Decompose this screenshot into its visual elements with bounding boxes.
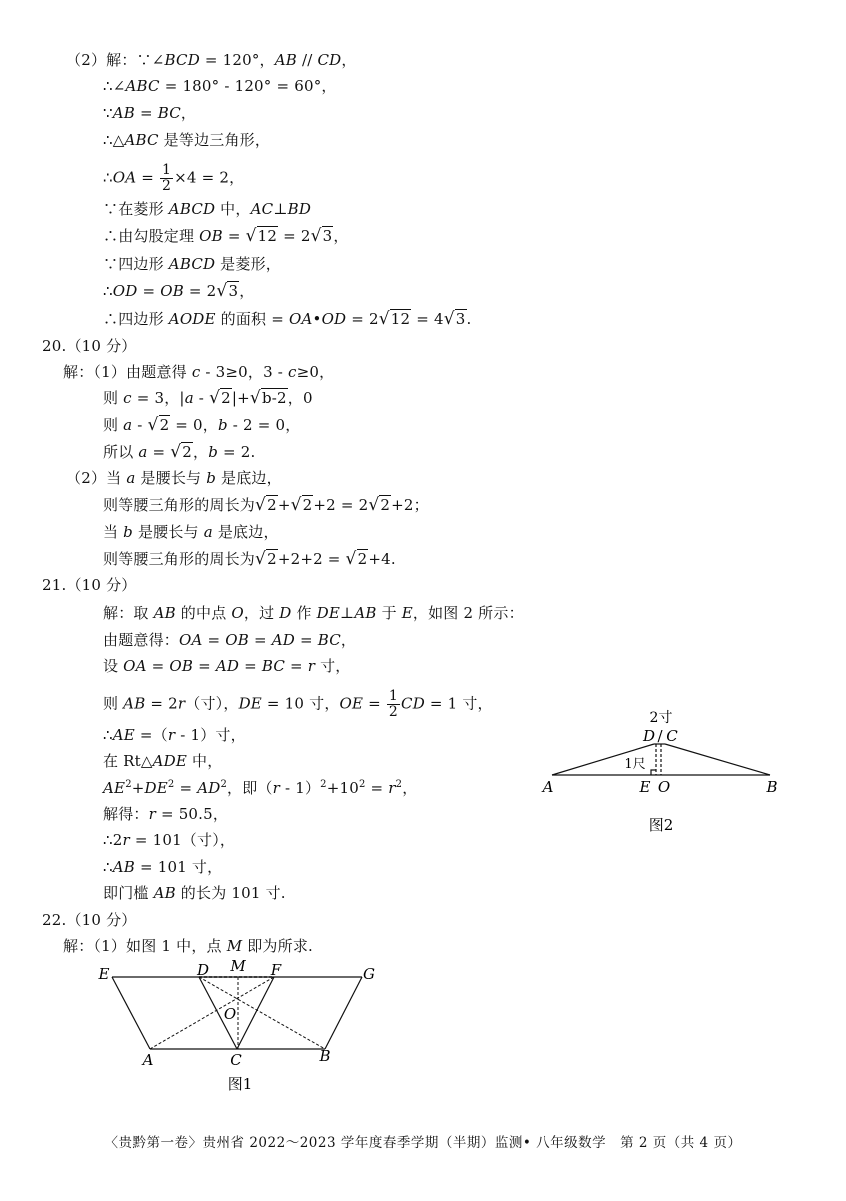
sqrt: √2 [255, 495, 277, 515]
t: AC [250, 200, 274, 218]
t: a [126, 469, 136, 487]
t: = [147, 443, 171, 461]
t: 是底边， [216, 469, 282, 487]
t: ∵ [103, 104, 113, 122]
t: ABC [124, 131, 159, 149]
t: = [365, 779, 389, 797]
radicand: 2 [357, 550, 368, 568]
t: 是腰长与 [132, 523, 204, 541]
t: 解：（1）由题意得 [63, 363, 192, 381]
t: 寸， [315, 657, 351, 675]
t: b [206, 469, 217, 487]
q20-line-3 [103, 415, 300, 435]
t: DE [316, 604, 341, 622]
t: = 101 寸， [135, 858, 223, 876]
sqrt: √2 [209, 388, 231, 408]
t: BD [287, 200, 312, 218]
t: ∴四边形 [103, 310, 169, 328]
t: 由题意得： [103, 631, 180, 649]
radicand: 12 [257, 227, 278, 245]
t: OB [199, 227, 223, 245]
t: OA [288, 310, 313, 328]
t: = 2. [218, 443, 256, 461]
sqrt: √12 [245, 226, 278, 246]
t: = 3，| [131, 389, 185, 407]
t: |+ [231, 389, 250, 407]
q20-line-2 [103, 388, 313, 408]
t: AB [123, 694, 146, 713]
t: r [307, 657, 316, 675]
t: a [123, 416, 133, 434]
t: ∴2 [103, 831, 123, 849]
radicand: 2 [159, 416, 170, 434]
t: = 4 [411, 310, 444, 328]
q21-line-11 [103, 883, 286, 903]
q21-line-4 [103, 689, 493, 720]
t: = [294, 631, 318, 649]
page-footer: 〈贵黔第一卷〉贵州省 2022～2023 学年度春季学期（半期）监测• 八年级数学 第 2 页（共 4 页） [104, 1135, 742, 1151]
q21-line-7 [103, 778, 417, 798]
t: OD [321, 310, 347, 328]
q21-line-8 [103, 804, 228, 824]
t: r [167, 726, 176, 744]
q22-heading: 22.（10 分） [42, 911, 137, 929]
t: - 1）寸， [175, 726, 246, 744]
t: ABCD [168, 255, 216, 273]
t: （2）当 [66, 469, 127, 487]
q20-heading: 20.（10 分） [42, 337, 137, 355]
radicand: 3 [322, 227, 333, 245]
t: AB [112, 858, 136, 876]
t: ，如图 2 所示： [412, 604, 524, 622]
denominator: 2 [162, 178, 172, 194]
t: DE [238, 694, 262, 713]
t: ， [239, 282, 255, 300]
t: • [312, 310, 322, 328]
radicand: b-2 [261, 389, 287, 407]
fig1-label-G: G [363, 965, 375, 983]
fig2-label-E: E [639, 778, 651, 796]
numerator: 1 [162, 162, 172, 178]
t: = [136, 168, 159, 187]
fig2-label-1chi: 1尺 [624, 757, 646, 772]
q19-line-10 [103, 309, 472, 329]
t: = 10 寸， [261, 694, 340, 713]
t: （寸）， [185, 694, 239, 713]
t: 2 [320, 779, 327, 790]
radicand: 3 [228, 282, 239, 300]
fig2-line-CB [665, 744, 770, 775]
t: AB [112, 104, 136, 122]
t: AODE [168, 310, 216, 328]
t: 2 [395, 779, 403, 790]
t: = [363, 694, 386, 713]
t: = 0， [170, 416, 218, 434]
t: = [135, 104, 158, 122]
fig2-label-slash: / [657, 727, 663, 745]
sqrt: √12 [378, 309, 411, 329]
q20-line-8 [103, 549, 396, 569]
t: r [148, 805, 156, 823]
t: = [222, 227, 246, 245]
t: AD [215, 657, 240, 675]
t: AB [153, 604, 176, 622]
figure-1 [90, 955, 390, 1100]
sqrt: √3 [310, 226, 333, 246]
t: ， [333, 227, 349, 245]
t: = 2 [278, 227, 311, 245]
sqrt: √2 [170, 442, 193, 462]
t: O [231, 604, 244, 622]
fig1-label-F: F [270, 961, 282, 979]
q19-line-3 [103, 103, 196, 123]
t: // [297, 51, 318, 69]
t: AD [197, 779, 221, 797]
t: 则 [103, 389, 124, 407]
fig1-label-D: D [196, 961, 210, 979]
fig1-line-EA [112, 977, 150, 1049]
t: D [279, 604, 292, 622]
t: 2 [167, 779, 175, 790]
t: c [288, 363, 297, 381]
fig1-label-E: E [98, 965, 110, 983]
t: 在 Rt△ [103, 752, 153, 770]
t: = [146, 657, 170, 675]
q19-line-4 [103, 130, 270, 150]
t: BC [317, 631, 341, 649]
q19-line-9 [103, 281, 254, 301]
t: - 2 = 0， [227, 416, 301, 434]
t: 即为所求. [242, 937, 314, 955]
q21-line-2 [103, 630, 356, 650]
t: b [123, 523, 133, 541]
t: E [401, 604, 413, 622]
t: 设 [103, 657, 124, 675]
t: 作 [291, 604, 317, 622]
t: AB [153, 884, 176, 902]
t: = [174, 779, 198, 797]
q19-line-2 [103, 76, 337, 96]
t: ，过 [243, 604, 280, 622]
t: +2； [391, 496, 429, 514]
t: 是底边， [212, 523, 279, 541]
t: CD [317, 51, 342, 69]
fig2-right-angle-mark [651, 770, 656, 775]
denominator: 2 [388, 704, 399, 720]
t: 中， [215, 200, 251, 218]
t: +10 [326, 779, 359, 797]
t: = 120°， [199, 51, 275, 69]
t: +4. [368, 550, 396, 568]
radicand: 2 [221, 389, 231, 407]
t: - [132, 416, 148, 434]
q21-line-1 [103, 603, 524, 623]
t: OA [112, 168, 137, 187]
t: OA [123, 657, 147, 675]
t: 于 [376, 604, 402, 622]
t: AD [271, 631, 295, 649]
t: ≥0， [296, 363, 335, 381]
t: M [226, 937, 243, 955]
q21-line-5 [103, 725, 246, 745]
t: ∴ [103, 168, 113, 187]
t: b [208, 443, 219, 461]
t: ⊥ [340, 604, 355, 622]
t: ∴ [103, 282, 113, 300]
t: 解得： [103, 805, 149, 823]
q20-line-6 [103, 495, 429, 515]
t: = 180° - 120° = 60°， [159, 77, 337, 95]
t: 则 [103, 416, 124, 434]
t: 当 [103, 523, 124, 541]
t: = [202, 631, 226, 649]
t: r [272, 779, 281, 797]
fig2-label-C: C [666, 727, 678, 745]
t: AE [103, 779, 126, 797]
radicand: 12 [390, 310, 411, 328]
fraction [387, 689, 400, 720]
t: 所以 [103, 443, 139, 461]
t: = 2 [346, 310, 379, 328]
t: 则等腰三角形的周长为 [103, 496, 256, 514]
t: r [177, 694, 186, 713]
fraction [160, 163, 173, 194]
numerator: 1 [388, 688, 399, 704]
t: 中， [187, 752, 223, 770]
sqrt: √2 [147, 415, 170, 435]
t: ∴∠ [103, 77, 126, 95]
t: AB [354, 604, 377, 622]
t: 则等腰三角形的周长为 [103, 550, 256, 568]
t: = 2 [183, 282, 217, 300]
t: ∴ [103, 726, 113, 744]
t: c [191, 363, 201, 381]
t: 的长为 101 寸. [175, 884, 286, 902]
radicand: 2 [182, 443, 193, 461]
t: 是腰长与 [135, 469, 207, 487]
fig2-label-A: A [542, 778, 554, 796]
t: 的中点 [175, 604, 232, 622]
radicand: 2 [267, 496, 277, 514]
t: = 1 寸， [424, 694, 493, 713]
q19-line-1 [66, 50, 357, 70]
fig1-caption: 图1 [227, 1075, 253, 1093]
t: BC [261, 657, 286, 675]
t: ×4 = 2， [174, 168, 245, 187]
t: ， [180, 104, 197, 122]
t: 是菱形， [215, 255, 281, 273]
t: - [193, 389, 210, 407]
fig2-label-2cun: 2寸 [649, 710, 673, 726]
sqrt: √2 [255, 549, 277, 569]
q20-line-7 [103, 522, 279, 542]
t: OE [339, 694, 364, 713]
t: + [131, 779, 145, 797]
fig1-label-O: O [223, 1005, 237, 1023]
t: - 3≥0，3 - [200, 363, 289, 381]
t: ，即（ [227, 779, 273, 797]
radicand: 2 [267, 550, 277, 568]
t: ∵在菱形 [103, 200, 169, 218]
q21-line-10 [103, 857, 222, 877]
t: AE [112, 726, 135, 744]
q19-line-5 [103, 163, 244, 194]
q20-line-1 [63, 362, 334, 382]
t: 2 [359, 779, 366, 790]
t: = [193, 657, 216, 675]
t: 是等边三角形， [158, 131, 271, 149]
t: - 1） [280, 779, 321, 797]
q21-line-3 [103, 656, 351, 676]
t: 解：（1）如图 1 中，点 [63, 937, 227, 955]
fig2-label-O: O [657, 778, 671, 796]
t: ⊥ [273, 200, 288, 218]
fig2-label-D: D [642, 727, 656, 745]
t: ∵四边形 [103, 255, 169, 273]
q21-line-9 [103, 830, 235, 850]
t: ∴△ [103, 131, 125, 149]
t: ， [340, 631, 357, 649]
fig1-label-B: B [319, 1047, 331, 1065]
t: AB [274, 51, 298, 69]
t: ADE [152, 752, 188, 770]
radicand: 3 [455, 310, 466, 328]
sqrt: √3 [443, 309, 466, 329]
t: a [184, 389, 194, 407]
t: BCD [164, 51, 200, 69]
t: CD [401, 694, 425, 713]
t: ∴ [103, 858, 113, 876]
t: = 50.5， [155, 805, 229, 823]
t: = 2 [145, 694, 178, 713]
t: ABCD [168, 200, 216, 218]
t: +2+2 = [277, 550, 346, 568]
t: ，0 [287, 389, 313, 407]
t: = 101（寸）， [129, 831, 236, 849]
t: a [138, 443, 148, 461]
t: OB [225, 631, 249, 649]
q22-line-1 [63, 936, 313, 956]
t: BC [157, 104, 181, 122]
fig1-label-M: M [230, 957, 246, 975]
t: r [388, 779, 396, 797]
t: +2 = 2 [313, 496, 369, 514]
radicand: 2 [380, 496, 391, 514]
t: c [123, 389, 132, 407]
q20-line-5 [66, 468, 282, 488]
t: （2）解：∵∠ [66, 51, 165, 69]
sqrt: √2 [290, 495, 313, 515]
t: ， [193, 443, 209, 461]
sqrt: √2 [345, 549, 368, 569]
t: r [122, 831, 130, 849]
t: . [466, 310, 472, 328]
radicand: 2 [302, 496, 313, 514]
t: OB [169, 657, 194, 675]
figure-2 [530, 700, 790, 840]
q19-line-6 [103, 199, 311, 219]
t: OA [179, 631, 203, 649]
q20-line-4 [103, 442, 255, 462]
t: a [203, 523, 213, 541]
t: + [277, 496, 291, 514]
sqrt: √2 [368, 495, 391, 515]
t: = [249, 631, 272, 649]
fig1-label-A: A [142, 1051, 154, 1069]
t: OB [160, 282, 184, 300]
t: = [137, 282, 161, 300]
t: 的面积 = [215, 310, 289, 328]
sqrt: √3 [216, 281, 239, 301]
t: 2 [125, 779, 132, 790]
t: ， [402, 779, 418, 797]
q21-heading: 21.（10 分） [42, 576, 137, 594]
t: = [285, 657, 308, 675]
t: =（ [134, 726, 168, 744]
fig1-label-C: C [230, 1051, 242, 1069]
t: ABC [125, 77, 160, 95]
t: 即门槛 [103, 884, 154, 902]
sqrt: √b-2 [249, 388, 287, 408]
t: 解：取 [103, 604, 154, 622]
t: OD [112, 282, 138, 300]
fig1-line-GB [325, 977, 362, 1049]
t: = [239, 657, 262, 675]
fig2-caption: 图2 [648, 816, 674, 834]
q19-line-8 [103, 254, 281, 274]
t: b [218, 416, 228, 434]
t: 则 [103, 694, 124, 713]
q19-line-7 [103, 226, 349, 246]
t: ∴由勾股定理 [103, 227, 200, 245]
q21-line-6 [103, 751, 222, 771]
t: 2 [220, 779, 228, 790]
t: ， [341, 51, 357, 69]
t: DE [144, 779, 168, 797]
fig2-label-B: B [766, 778, 778, 796]
